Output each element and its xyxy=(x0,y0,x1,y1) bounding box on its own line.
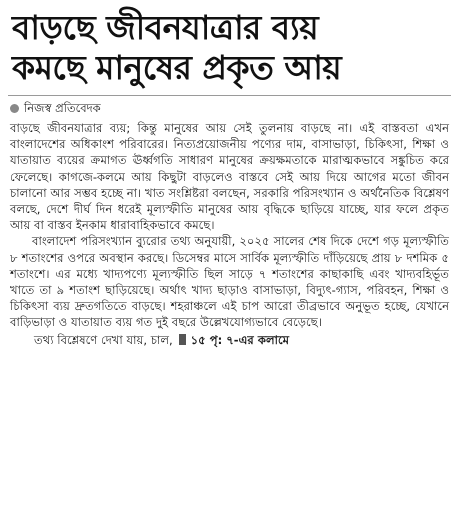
paragraph-2: বাংলাদেশ পরিসংখ্যান ব্যুরোর তথ্য অনুযায়ী, ২০২৫ সালের শেষ দিকে দেশে গড় মূল্যস্ফীতি ৮ শতাংশের ওপরে অবস্থান করছে। ডিসেম্বর মাসে সার্বিক মূল্যস্ফীতি দাঁড়িয়েছে প্রায় ৮ দশমিক ৫ শতাংশে। এর মধ্যে খাদ্যপণ্যে মূল্যস্ফীতি ছিল সাড়ে ৭ শতাংশের কাছাকাছি এবং খাদ্যবহির্ভূত খাতে তা ৯ শতাংশ ছাড়িয়েছে। অর্থাৎ খাদ্য ছাড়াও বাসাভাড়া, বিদ্যুৎ-গ্যাস, পরিবহন, শিক্ষা ও চিকিৎসা ব্যয় দ্রুতগতিতে বাড়ছে। শহরাঞ্চলে এই চাপ আরো তীব্রভাবে অনুভূত হচ্ছে, যেখানে বাড়িভাড়া ও যাতায়াত ব্যয় গত দুই বছরে উল্লেখযোগ্যভাবে বেড়েছে। xyxy=(10,234,449,330)
bullet-icon xyxy=(10,104,19,113)
headline xyxy=(8,8,451,88)
continued-line xyxy=(8,332,451,348)
article-body xyxy=(8,120,451,331)
headline-line-1: বাড়ছে জীবনযাত্রার ব্যয় xyxy=(12,8,319,47)
paragraph-1: বাড়ছে জীবনযাত্রার ব্যয়; কিন্তু মানুষের আয় সেই তুলনায় বাড়ছে না। এই বাস্তবতা এখন বাংলাদেশের অধিকাংশ পরিবারের। নিত্যপ্রয়োজনীয় পণ্যের দাম, বাসাভাড়া, চিকিৎসা, শিক্ষা ও যাতায়াত ব্যয়ের ক্রমাগত ঊর্ধ্বগতি সাধারণ মানুষের ক্রয়ক্ষমতাকে মারাত্মকভাবে সঙ্কুচিত করে ফেলেছে। কাগজে-কলমে আয় কিছুটা বাড়লেও বাস্তবে সেই আয় দিয়ে আগের মতো জীবন চালানো আর সম্ভব হচ্ছে না। খাত সংশ্লিষ্টরা বলছেন, সরকারি পরিসংখ্যান ও অর্থনৈতিক বিশ্লেষণ বলছে, দেশে দীর্ঘ দিন ধরেই মূল্যস্ফীতি মানুষের আয় বৃদ্ধিকে ছাড়িয়ে যাচ্ছে, যার ফলে প্রকৃত আয় বা বাস্তব ইনকাম ধারাবাহিকভাবে কমছে। xyxy=(10,121,449,233)
byline-text: নিজস্ব প্রতিবেদক xyxy=(24,101,101,115)
jump-reference: ১৫ পৃ: ৭-এর কলামে xyxy=(190,332,290,347)
jump-marker-icon xyxy=(179,334,186,345)
headline-line-2: কমছে মানুষের প্রকৃত আয় xyxy=(12,48,342,87)
divider xyxy=(8,95,451,96)
continued-lead-text: তথ্য বিশ্লেষণে দেখা যায়, চাল, xyxy=(34,332,173,347)
byline xyxy=(8,100,451,116)
